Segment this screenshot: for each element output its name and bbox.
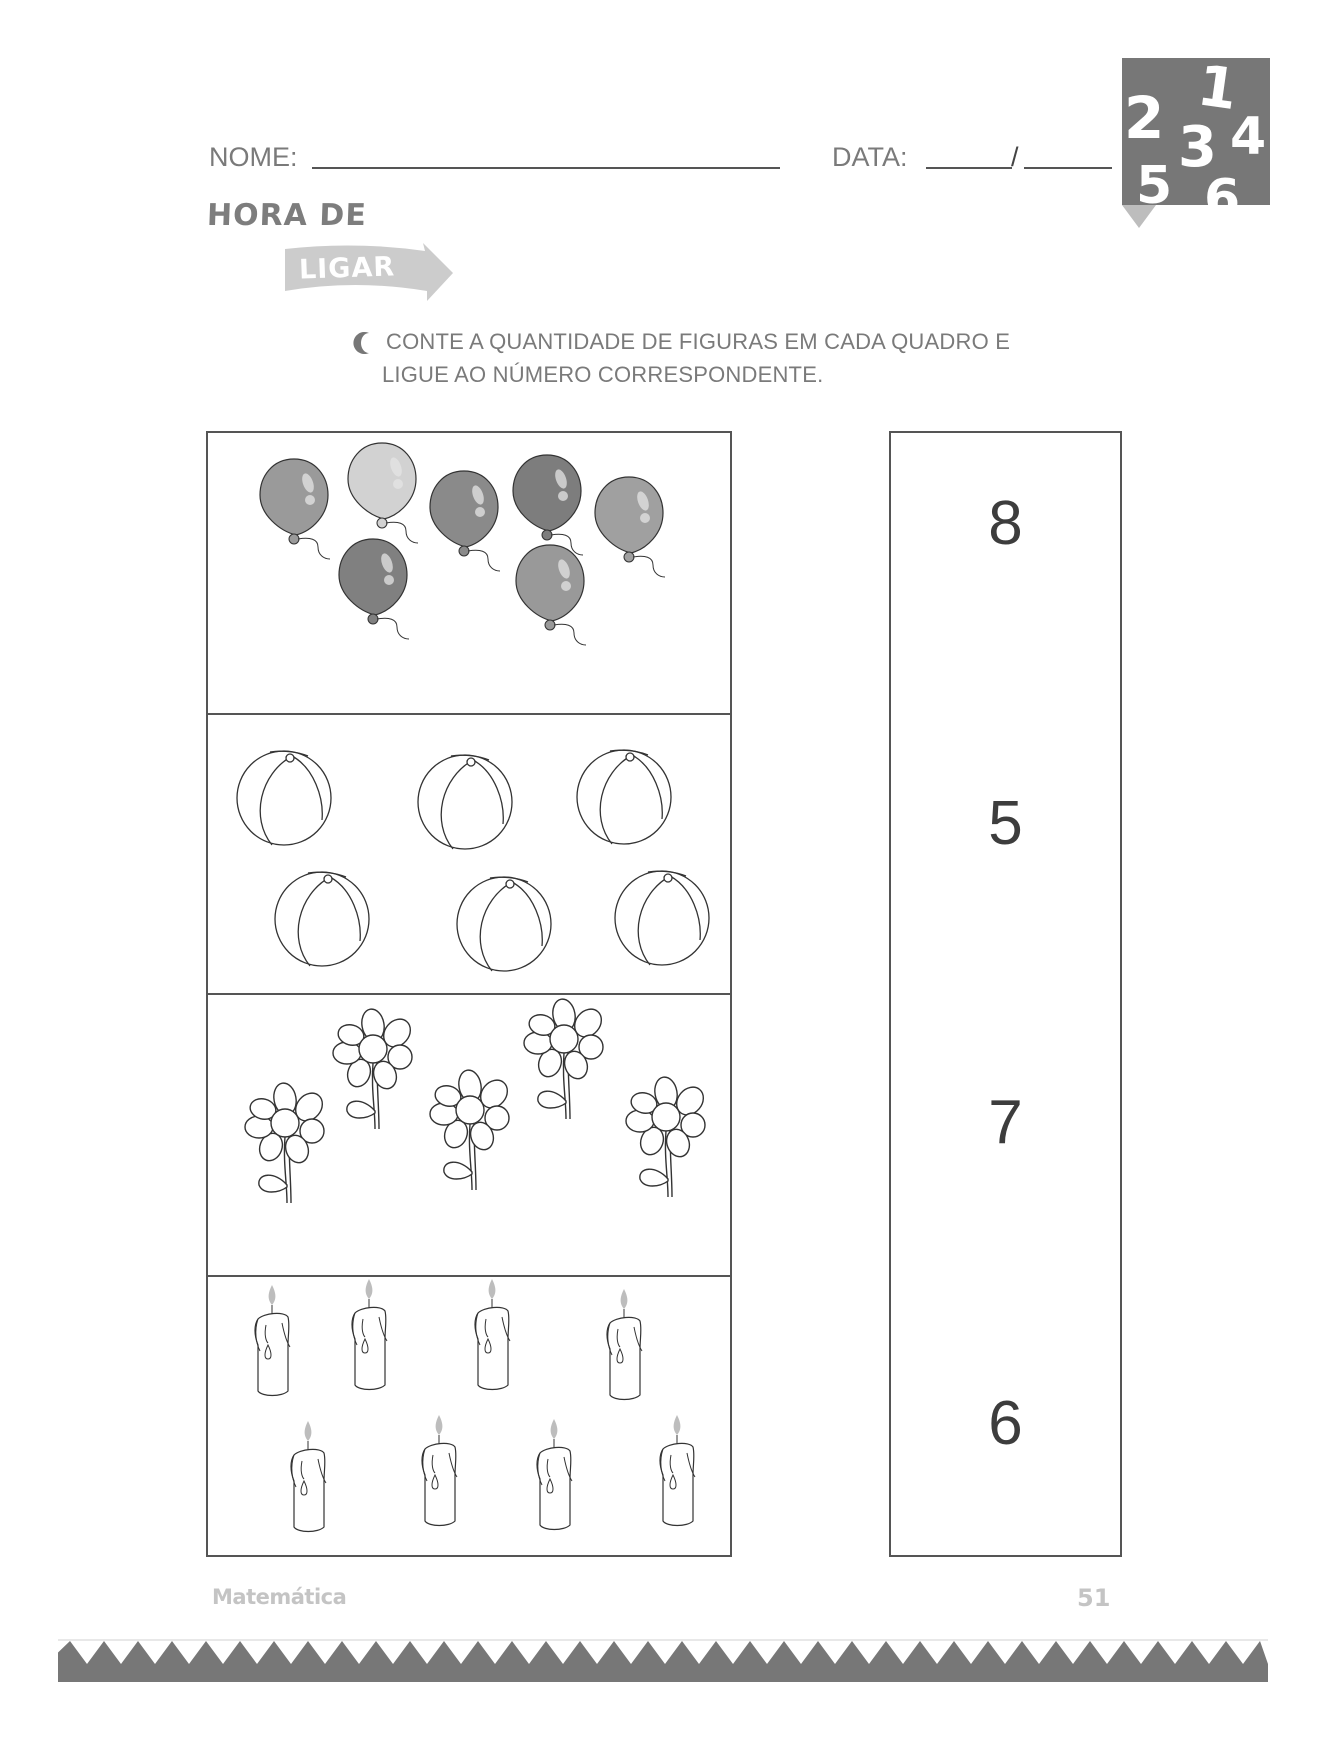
numbers-logo	[1122, 58, 1270, 228]
balloon-icon	[516, 545, 586, 645]
zigzag-border	[58, 1639, 1268, 1682]
balloons-group	[208, 433, 729, 713]
number-option[interactable]: 7	[988, 1088, 1023, 1157]
instruction-line-1: CONTE A QUANTIDADE DE FIGURAS EM CADA QUADRO E	[386, 329, 1011, 354]
beach-ball-icon	[577, 750, 671, 844]
svg-text:4: 4	[1230, 107, 1267, 167]
name-label: NOME:	[209, 142, 298, 172]
figure-box-balloons[interactable]	[208, 433, 730, 713]
svg-text:6: 6	[1204, 169, 1241, 228]
beach-ball-icon	[237, 751, 331, 845]
svg-text:2: 2	[1124, 84, 1165, 152]
date-day-field[interactable]	[926, 167, 1012, 169]
section-title: HORA DE	[206, 198, 368, 233]
figures-column	[206, 431, 732, 1557]
svg-text:1: 1	[1193, 58, 1242, 124]
beach-ball-icon	[418, 755, 512, 849]
flower-icon	[524, 997, 607, 1119]
candle-icon	[537, 1419, 572, 1530]
balloon-icon	[339, 539, 409, 639]
flower-icon	[333, 1007, 416, 1129]
name-field[interactable]	[312, 167, 780, 169]
svg-text:3: 3	[1178, 115, 1217, 180]
balloon-icon	[260, 459, 330, 559]
beach-ball-icon	[615, 871, 709, 965]
flower-icon	[245, 1081, 328, 1203]
figure-box-candles[interactable]	[208, 1275, 730, 1557]
flower-icon	[626, 1075, 709, 1197]
ligar-label: LIGAR	[298, 251, 396, 286]
candle-icon	[660, 1415, 695, 1526]
candle-icon	[422, 1415, 457, 1526]
date-month-field[interactable]	[1024, 167, 1112, 169]
figure-box-flowers[interactable]	[208, 993, 730, 1277]
page-number: 51	[1077, 1584, 1111, 1612]
date-label: DATA:	[832, 142, 908, 172]
candle-icon	[475, 1279, 510, 1390]
flower-icon	[430, 1068, 513, 1190]
candle-icon	[352, 1279, 387, 1390]
instruction-line-2: LIGUE AO NÚMERO CORRESPONDENTE.	[382, 362, 824, 387]
balloon-icon	[348, 443, 418, 543]
balloon-icon	[430, 471, 500, 571]
svg-text:5: 5	[1136, 156, 1173, 216]
candle-icon	[255, 1285, 290, 1396]
ligar-banner	[285, 243, 455, 303]
crescent-bullet-icon	[353, 331, 373, 355]
balloon-icon	[595, 477, 665, 577]
number-option[interactable]: 5	[988, 789, 1023, 858]
flowers-group	[208, 995, 729, 1275]
number-option[interactable]: 6	[988, 1389, 1023, 1458]
balloon-icon	[513, 455, 583, 555]
zigzag-border-icon	[58, 1639, 1268, 1682]
date-separator: /	[1011, 142, 1019, 172]
footer-subject: Matemática	[212, 1585, 347, 1609]
beach-ball-icon	[275, 872, 369, 966]
beach-ball-icon	[457, 877, 551, 971]
candle-icon	[291, 1421, 326, 1532]
beach-balls-group	[208, 715, 729, 993]
figure-box-beach-balls[interactable]	[208, 713, 730, 995]
numbers-column	[889, 431, 1122, 1557]
candle-icon	[607, 1289, 642, 1400]
numbers-logo-icon	[1122, 58, 1270, 228]
candles-group	[208, 1277, 729, 1557]
number-option[interactable]: 8	[988, 489, 1023, 558]
